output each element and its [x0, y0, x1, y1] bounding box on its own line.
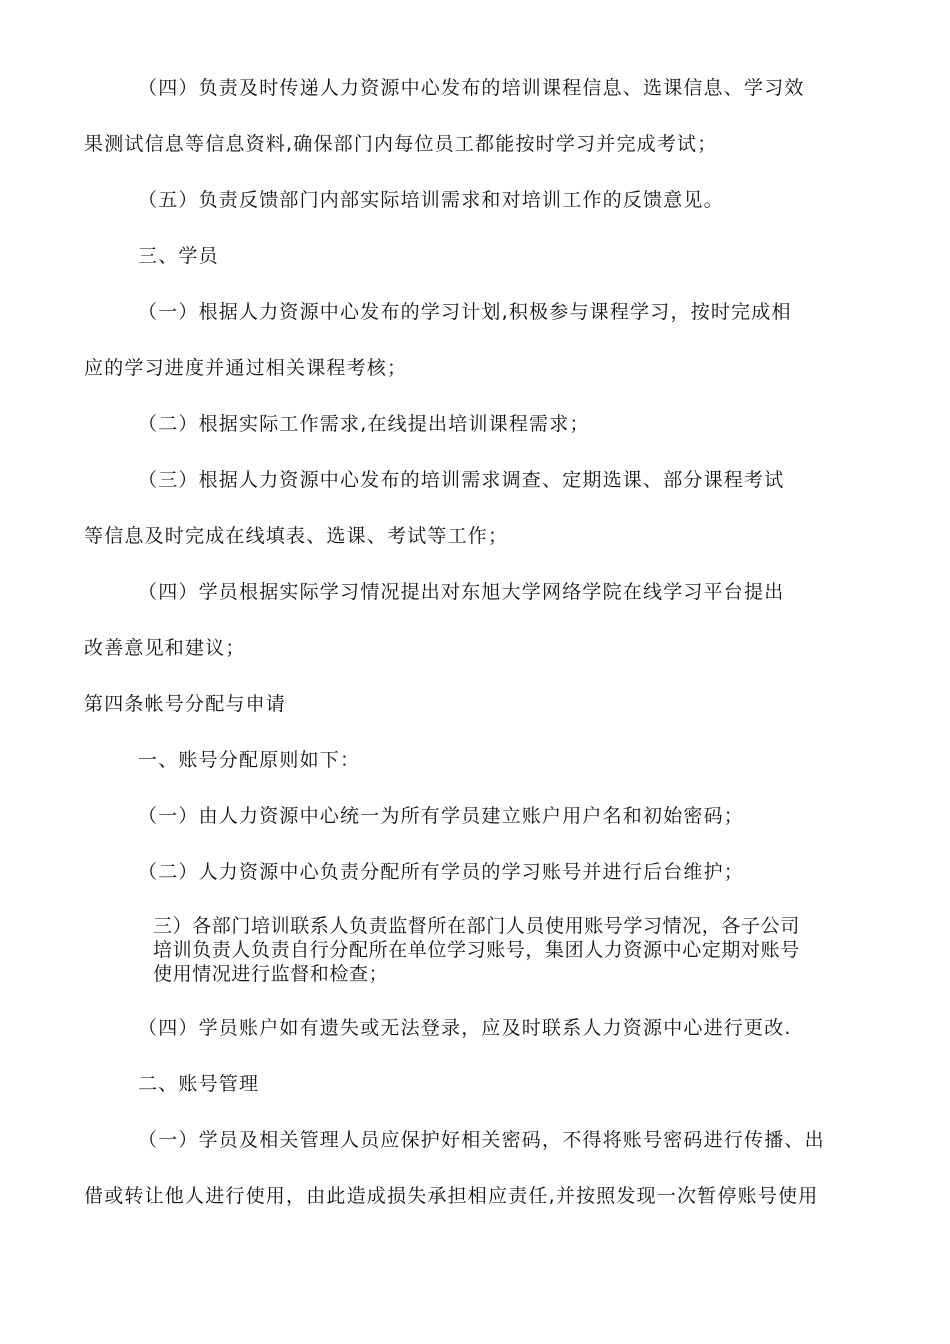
paragraph-line: （二）根据实际工作需求,在线提出培训课程需求； [138, 413, 590, 435]
paragraph-line: 三）各部门培训联系人负责监督所在部门人员使用账号学习情况，各子公司 [153, 915, 800, 937]
paragraph-line: （一）由人力资源中心统一为所有学员建立账户用户名和初始密码； [138, 805, 745, 827]
paragraph-line: （四）学员根据实际学习情况提出对东旭大学网络学院在线学习平台提出 [138, 581, 785, 603]
paragraph-line: （三）根据人力资源中心发布的培训需求调查、定期选课、部分课程考试 [138, 469, 785, 491]
paragraph-line: 果测试信息等信息资料,确保部门内每位员工都能按时学习并完成考试； [84, 133, 718, 155]
paragraph-line: 应的学习进度并通过相关课程考核； [84, 357, 408, 379]
dense-paragraph [153, 914, 800, 986]
paragraph-line: 培训负责人负责自行分配所在单位学习账号，集团人力资源中心定期对账号 [153, 939, 800, 961]
article-heading: 第四条帐号分配与申请 [84, 693, 287, 715]
paragraph-line: （四）负责及时传递人力资源中心发布的培训课程信息、选课信息、学习效 [138, 77, 805, 99]
paragraph-line: （一）学员及相关管理人员应保护好相关密码，不得将账号密码进行传播、出 [138, 1129, 825, 1151]
section-heading: 一、账号分配原则如下： [138, 749, 361, 771]
paragraph-line: 使用情况进行监督和检查； [153, 963, 389, 985]
section-heading: 二、账号管理 [138, 1073, 260, 1095]
paragraph-line: 等信息及时完成在线填表、选课、考试等工作； [84, 525, 509, 547]
paragraph-line: （四）学员账户如有遗失或无法登录，应及时联系人力资源中心进行更改. [138, 1017, 792, 1039]
section-heading: 三、学员 [138, 245, 219, 267]
paragraph-line: 借或转让他人进行使用，由此造成损失承担相应责任,并按照发现一次暂停账号使用 [84, 1185, 819, 1207]
paragraph-line: 改善意见和建议； [84, 637, 246, 659]
paragraph-line: （五）负责反馈部门内部实际培训需求和对培训工作的反馈意见。 [138, 189, 724, 211]
paragraph-line: （二）人力资源中心负责分配所有学员的学习账号并进行后台维护； [138, 861, 745, 883]
paragraph-line: （一）根据人力资源中心发布的学习计划,积极参与课程学习，按时完成相 [138, 301, 792, 323]
